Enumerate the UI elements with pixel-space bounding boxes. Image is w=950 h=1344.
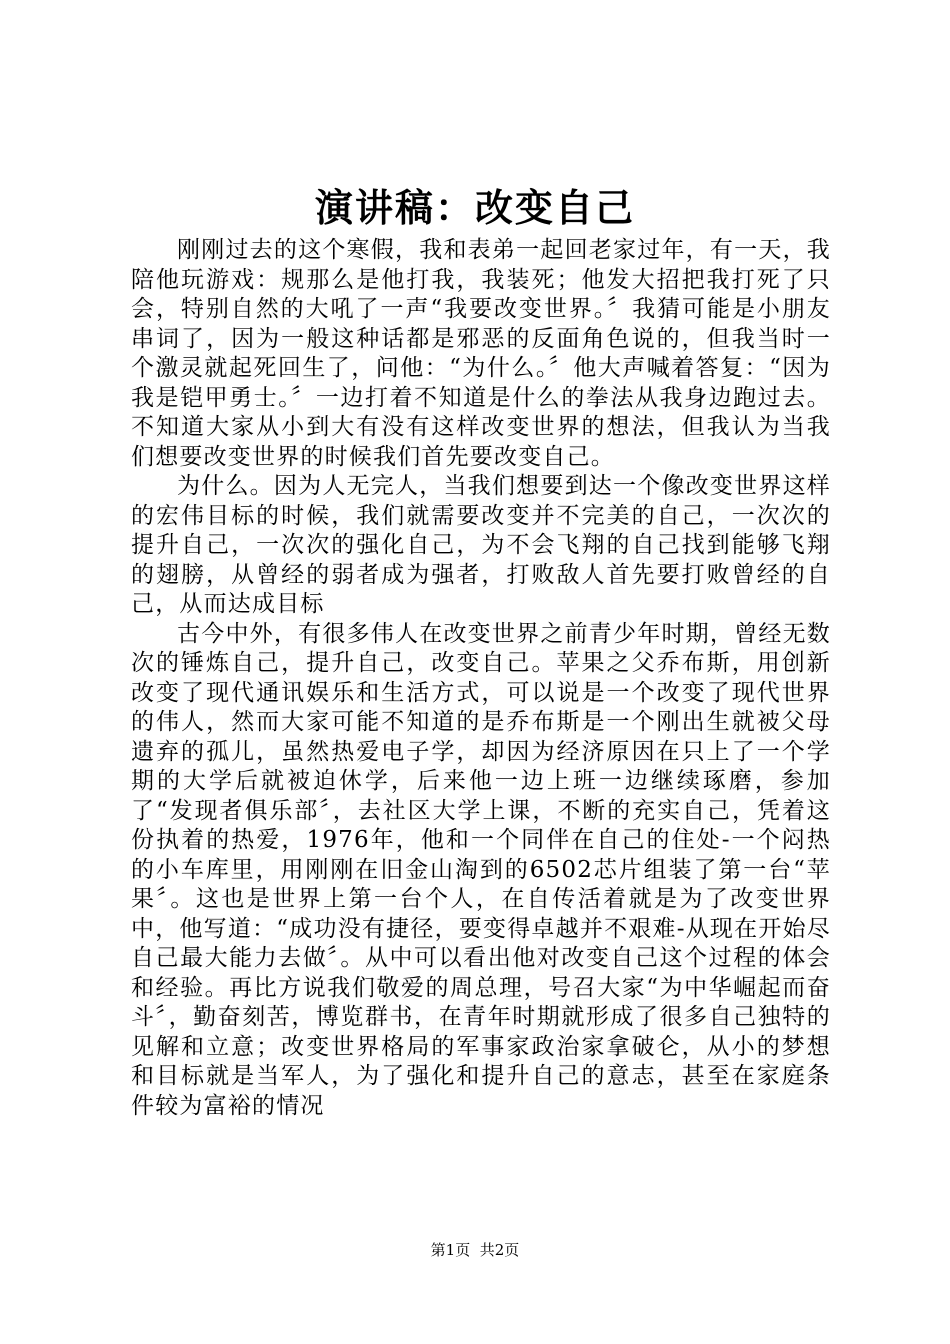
paragraph-3: 古今中外，有很多伟人在改变世界之前青少年时期，曾经无数次的锤炼自己，提升自己，改变自己。苹果之父乔布斯，用创新改变了现代通讯娱乐和生活方式，可以说是一个改变了现代世界的伟人，然而大家可能不知道的是乔布斯是一个刚出生就被父母遗弃的孤儿，虽然热爱电子学，却因为经济原因在只上了一个学期的大学后就被迫休学，后来他一边上班一边继续琢磨，参加了“发现者俱乐部〞，去社区大学上课，不断的充实自己，凭着这份执着的热爱，1976年，他和一个同伴在自己的住处-一个闷热的小车库里，用刚刚在旧金山淘到的6502芯片组装了第一台“苹果〞。这也是世界上第一台个人，在自传活着就是为了改变世界中，他写道：“成功没有捷径，要变得卓越并不艰难-从现在开始尽自己最大能力去做〞。从中可以看出他对改变自己这个过程的体会和经验。再比方说我们敬爱的周总理，号召大家“为中华崛起而奋斗〞，勤奋刻苦，博览群书，在青年时期就形成了很多自己独特的见解和立意；改变世界格局的军事家政治家拿破仑，从小的梦想和目标就是当军人，为了强化和提升自己的意志，甚至在家庭条件较为富裕的情况 — [131, 620, 831, 1119]
document-title: 演讲稿：改变自己 — [314, 185, 635, 230]
page-number: 第1页 — [430, 1241, 471, 1259]
document-body — [131, 236, 831, 1121]
paragraph-1: 刚刚过去的这个寒假，我和表弟一起回老家过年，有一天，我陪他玩游戏：规那么是他打我，我装死；他发大招把我打死了只会，特别自然的大吼了一声“我要改变世界。〞我猜可能是小朋友串词了，因为一般这种话都是邪恶的反面角色说的，但我当时一个激灵就起死回生了，问他：“为什么。〞他大声喊着答复：“因为我是铠甲勇士。〞一边打着不知道是什么的拳法从我身边跑过去。不知道大家从小到大有没有这样改变世界的想法，但我认为当我们想要改变世界的时候我们首先要改变自己。 — [131, 237, 831, 470]
page-total: 共2页 — [479, 1241, 520, 1259]
paragraph-2: 为什么。因为人无完人，当我们想要到达一个像改变世界这样的宏伟目标的时候，我们就需要改变并不完美的自己，一次次的提升自己，一次次的强化自己，为不会飞翔的自己找到能够飞翔的翅膀，从曾经的弱者成为强者，打败敌人首先要打败曾经的自己，从而达成目标 — [131, 473, 831, 617]
page-footer — [0, 1240, 950, 1260]
